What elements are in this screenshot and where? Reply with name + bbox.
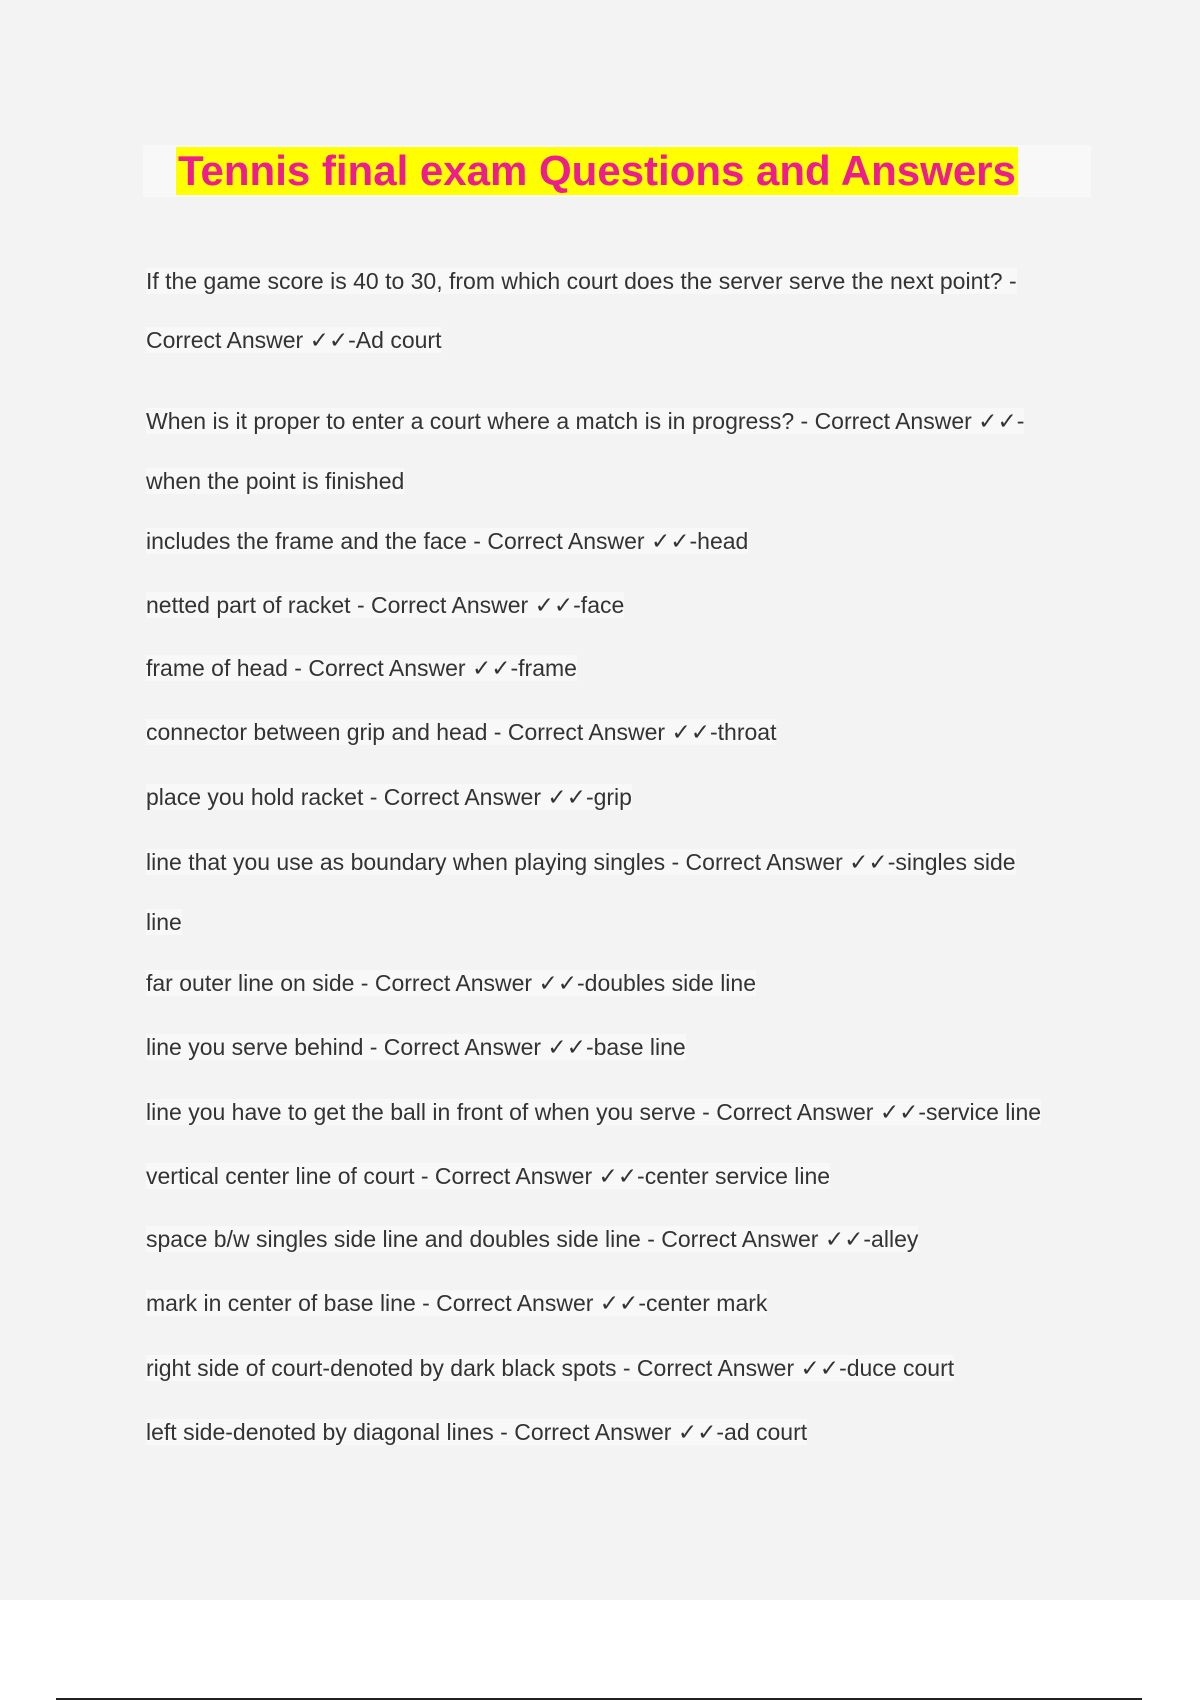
qa-line-15: vertical center line of court - Correct Answer ✓✓-center service line — [146, 1163, 831, 1189]
qa-line-1: If the game score is 40 to 30, from which court does the server serve the next point? - — [146, 268, 1017, 294]
qa-line-9: place you hold racket - Correct Answer ✓✓-grip — [146, 784, 632, 810]
qa-line-17: mark in center of base line - Correct Answer ✓✓-center mark — [146, 1290, 768, 1316]
qa-line-18: right side of court-denoted by dark black spots - Correct Answer ✓✓-duce court — [146, 1355, 955, 1381]
qa-line-19: left side-denoted by diagonal lines - Correct Answer ✓✓-ad court — [146, 1419, 808, 1445]
qa-line-7: frame of head - Correct Answer ✓✓-frame — [146, 655, 577, 681]
document-title: Tennis final exam Questions and Answers — [178, 147, 1016, 194]
qa-line-14: line you have to get the ball in front of when you serve - Correct Answer ✓✓-service line — [146, 1099, 1042, 1125]
qa-line-11: line — [146, 909, 182, 935]
qa-line-2: Correct Answer ✓✓-Ad court — [146, 327, 442, 353]
qa-line-13: line you serve behind - Correct Answer ✓✓-base line — [146, 1034, 686, 1060]
qa-line-8: connector between grip and head - Correct Answer ✓✓-throat — [146, 719, 777, 745]
qa-line-6: netted part of racket - Correct Answer ✓✓-face — [146, 592, 625, 618]
qa-line-16: space b/w singles side line and doubles side line - Correct Answer ✓✓-alley — [146, 1226, 919, 1252]
qa-line-12: far outer line on side - Correct Answer ✓✓-doubles side line — [146, 970, 756, 996]
qa-line-3: When is it proper to enter a court where a match is in progress? - Correct Answer ✓✓- — [146, 408, 1025, 434]
qa-line-4: when the point is finished — [146, 468, 405, 494]
qa-line-10: line that you use as boundary when playing singles - Correct Answer ✓✓-singles side — [146, 849, 1016, 875]
qa-line-5: includes the frame and the face - Correct Answer ✓✓-head — [146, 528, 749, 554]
